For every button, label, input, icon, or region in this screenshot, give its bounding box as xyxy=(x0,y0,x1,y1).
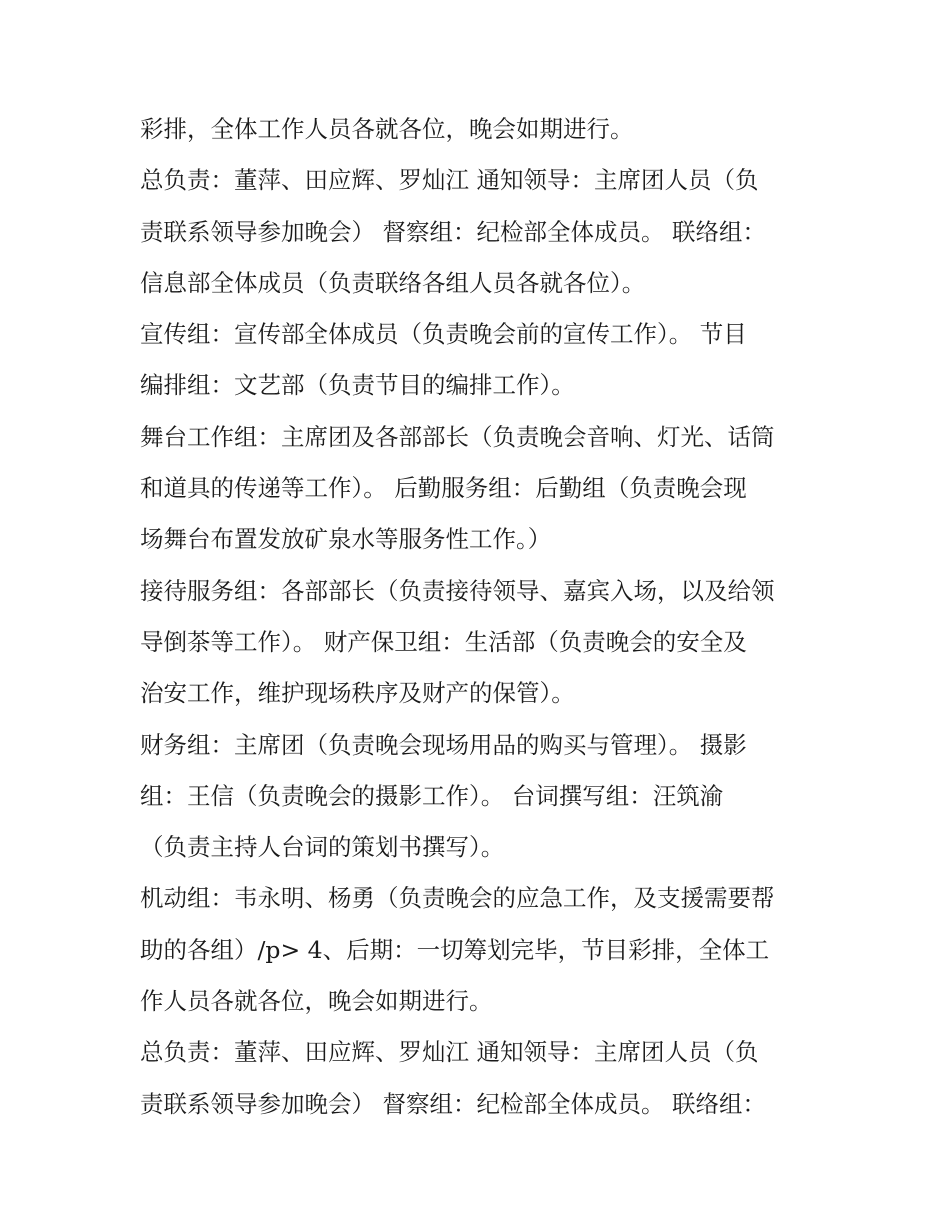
text-line: 责联系领导参加晚会） 督察组：纪检部全体成员。 联络组： xyxy=(140,1089,766,1118)
text-line: 信息部全体成员（负责联络各组人员各就各位）。 xyxy=(140,268,646,297)
text-line: 作人员各就各位，晚会如期进行。 xyxy=(140,987,493,1016)
text-line: 机动组：韦永明、杨勇（负责晚会的应急工作，及支援需要帮 xyxy=(140,884,775,913)
text-line: 助的各组）/p> 4、后期：一切筹划完毕，节目彩排，全体工 xyxy=(140,935,770,964)
text-line: 彩排，全体工作人员各就各位，晚会如期进行。 xyxy=(140,115,634,143)
text-line: 编排组：文艺部（负责节目的编排工作）。 xyxy=(140,371,575,400)
text-line: 责联系领导参加晚会） 督察组：纪检部全体成员。 联络组： xyxy=(140,217,766,246)
text-line: 舞台工作组：主席团及各部部长（负责晚会音响、灯光、话筒 xyxy=(140,422,775,451)
document-body xyxy=(140,104,820,1130)
text-line: 接待服务组：各部部长（负责接待领导、嘉宾入场，以及给领 xyxy=(140,576,775,605)
text-line: 和道具的传递等工作）。 后勤服务组：后勤组（负责晚会现 xyxy=(140,474,747,503)
text-line: 治安工作，维护现场秩序及财产的保管）。 xyxy=(140,679,575,708)
text-line: 宣传组：宣传部全体成员（负责晚会前的宣传工作）。 节目 xyxy=(140,320,747,349)
text-line: 总负责：董萍、田应辉、罗灿江 通知领导：主席团人员（负 xyxy=(140,1038,759,1067)
text-line: 财务组：主席团（负责晚会现场用品的购买与管理）。 摄影 xyxy=(140,730,747,759)
text-line: 场舞台布置发放矿泉水等服务性工作。） xyxy=(140,525,552,554)
text-line: 导倒茶等工作）。 财产保卫组：生活部（负责晚会的安全及 xyxy=(140,627,747,656)
text-line: （负责主持人台词的策划书撰写）。 xyxy=(140,833,505,862)
text-line: 总负责：董萍、田应辉、罗灿江 通知领导：主席团人员（负 xyxy=(140,166,759,195)
text-line: 组：王信（负责晚会的摄影工作）。 台词撰写组：汪筑渝 xyxy=(140,781,724,810)
